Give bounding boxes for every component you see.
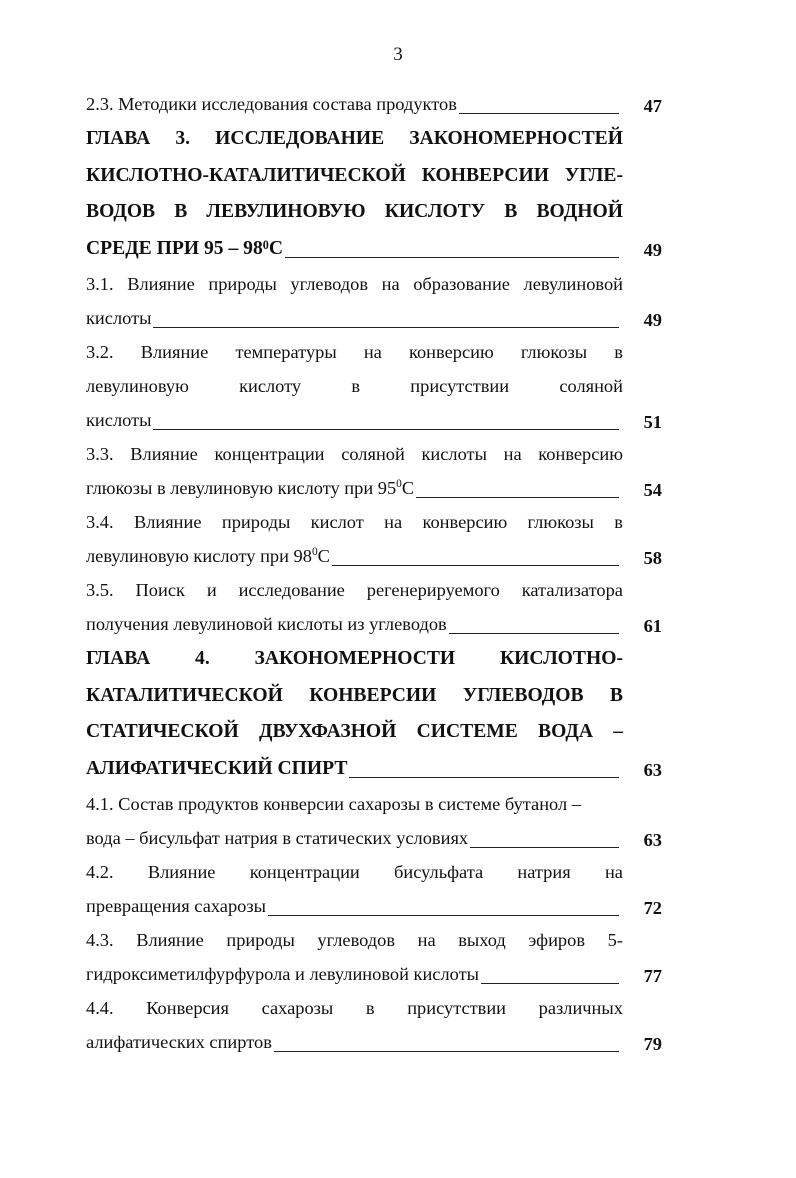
toc-text: Влияние bbox=[140, 341, 209, 362]
toc-text: гидроксиметилфурфурола и левулиновой кислоты bbox=[86, 963, 479, 984]
toc-page-number: 77 bbox=[643, 966, 662, 986]
toc-line bbox=[86, 1025, 623, 1059]
toc-text: температуры bbox=[235, 341, 337, 362]
toc-text: кислоту bbox=[239, 375, 302, 396]
toc-text: КОНВЕРСИИ bbox=[421, 164, 549, 186]
toc-line bbox=[86, 369, 623, 403]
toc-line bbox=[86, 991, 623, 1025]
toc-text: исследование bbox=[238, 579, 345, 600]
toc-text: С bbox=[401, 477, 415, 498]
toc-page-number: 51 bbox=[643, 412, 662, 432]
toc-text: соляной bbox=[341, 443, 405, 464]
toc-text: концентрации bbox=[249, 861, 360, 882]
leader-line bbox=[285, 257, 619, 258]
leader-line bbox=[274, 1051, 619, 1052]
toc-text: СТАТИЧЕСКОЙ bbox=[86, 721, 239, 743]
toc-section-entry bbox=[86, 923, 662, 991]
toc-text: УГЛЕВОДОВ bbox=[462, 684, 584, 706]
leader-line bbox=[449, 633, 619, 634]
toc-text: СИСТЕМЕ bbox=[416, 721, 518, 743]
toc-section-entry bbox=[86, 87, 662, 121]
toc-text: ДВУХФАЗНОЙ bbox=[258, 721, 397, 743]
toc-line bbox=[86, 573, 623, 607]
toc-line bbox=[86, 678, 623, 715]
toc-text: углеводов bbox=[317, 929, 396, 950]
toc-page-number: 47 bbox=[643, 96, 662, 116]
toc-text: 4. bbox=[195, 648, 210, 670]
toc-text: природы bbox=[221, 511, 291, 532]
toc-text: кислоты bbox=[86, 409, 152, 430]
toc-text: регенерируемого bbox=[366, 579, 500, 600]
toc-chapter-entry bbox=[86, 641, 662, 787]
toc-text: эфиров bbox=[528, 929, 586, 950]
toc-text: бисульфата bbox=[394, 861, 484, 882]
toc-page-number: 61 bbox=[643, 616, 662, 636]
toc-text: различных bbox=[538, 997, 623, 1018]
toc-text: присутствии bbox=[407, 997, 507, 1018]
toc-text: на bbox=[503, 443, 522, 464]
toc-text: вода – бисульфат натрия в статических условиях bbox=[86, 827, 469, 848]
toc-line bbox=[86, 714, 623, 751]
leader-line bbox=[459, 113, 619, 114]
toc-text: ЗАКОНОМЕРНОСТЕЙ bbox=[409, 128, 623, 150]
toc-text: кислот bbox=[310, 511, 364, 532]
leader-line bbox=[349, 777, 619, 778]
toc-text: левулиновой bbox=[523, 273, 623, 294]
toc-line bbox=[86, 889, 623, 923]
toc-line bbox=[86, 855, 623, 889]
toc-line bbox=[86, 923, 623, 957]
leader-line bbox=[416, 497, 619, 498]
toc-text: Влияние bbox=[133, 511, 202, 532]
toc-text: 3.1. bbox=[86, 273, 114, 294]
toc-text: Влияние bbox=[130, 443, 198, 464]
toc-text: в bbox=[614, 341, 623, 362]
toc-text: Конверсия bbox=[146, 997, 229, 1018]
toc-text: 3.4. bbox=[86, 511, 114, 532]
toc-page-number: 49 bbox=[643, 310, 662, 330]
toc-section-entry bbox=[86, 855, 662, 923]
toc-page-number: 72 bbox=[643, 898, 662, 918]
toc-text: катализатора bbox=[521, 579, 623, 600]
toc-text: Влияние bbox=[136, 929, 204, 950]
toc-text: КИСЛОТУ bbox=[384, 201, 486, 223]
toc-text: УГЛЕ- bbox=[564, 164, 623, 186]
toc-text: С bbox=[317, 545, 330, 566]
toc-text: 4.1. Состав продуктов конверсии сахарозы в системе бутанол – bbox=[86, 793, 581, 814]
toc-page-number: 63 bbox=[643, 760, 662, 780]
toc-text: в bbox=[365, 997, 375, 1018]
leader-line bbox=[153, 429, 619, 430]
toc-text: и bbox=[206, 579, 217, 600]
toc-text: 5- bbox=[607, 929, 623, 950]
toc-line: СРЕДЕ ПРИ 95 – 98 $^0$ С bbox=[86, 231, 623, 268]
toc-text: В bbox=[504, 201, 518, 223]
toc-line bbox=[86, 87, 623, 121]
leader-line bbox=[470, 847, 619, 848]
toc-text: СРЕДЕ ПРИ 95 – 98 bbox=[86, 237, 263, 259]
toc-text: Влияние bbox=[127, 273, 195, 294]
toc-text: ЗАКОНОМЕРНОСТИ bbox=[254, 648, 456, 670]
toc-text: КАТАЛИТИЧЕСКОЙ bbox=[86, 684, 283, 706]
leader-line bbox=[332, 565, 619, 566]
toc-text: ВОДОВ bbox=[86, 201, 156, 223]
toc-text: – bbox=[613, 721, 623, 743]
toc-page-number: 79 bbox=[643, 1034, 662, 1054]
toc-text: 4.3. bbox=[86, 929, 114, 950]
toc-section-entry bbox=[86, 505, 662, 573]
toc-line bbox=[86, 751, 623, 788]
toc-text: выход bbox=[458, 929, 506, 950]
toc-line: глюкозы в левулиновую кислоту при 95 $^0$ С bbox=[86, 471, 623, 505]
toc-text: на bbox=[363, 341, 382, 362]
page-number: 3 bbox=[393, 44, 403, 65]
toc-text: АЛИФАТИЧЕСКИЙ СПИРТ bbox=[86, 757, 348, 779]
toc-text: глюкозы bbox=[520, 341, 588, 362]
toc-text: углеводов bbox=[290, 273, 369, 294]
toc-line bbox=[86, 194, 623, 231]
toc-text: 3. bbox=[175, 128, 191, 150]
toc-text: конверсию bbox=[422, 511, 508, 532]
toc-line bbox=[86, 957, 623, 991]
toc-text: природы bbox=[208, 273, 277, 294]
toc-text: натрия bbox=[517, 861, 571, 882]
toc-text: 4.2. bbox=[86, 861, 114, 882]
toc-text: ВОДНОЙ bbox=[536, 201, 623, 223]
toc-text: ГЛАВА bbox=[86, 128, 151, 150]
toc-line bbox=[86, 641, 623, 678]
toc-section-entry bbox=[86, 437, 662, 505]
toc-section-entry bbox=[86, 267, 662, 335]
toc-text: конверсию bbox=[408, 341, 494, 362]
toc-section-entry bbox=[86, 335, 662, 437]
toc-section-entry bbox=[86, 573, 662, 641]
toc-line bbox=[86, 158, 623, 195]
toc-line bbox=[86, 821, 623, 855]
toc-text: присутствии bbox=[410, 375, 510, 396]
toc-text: В bbox=[174, 201, 188, 223]
table-of-contents bbox=[86, 87, 662, 1059]
toc-text: глюкозы в левулиновую кислоту при 95 bbox=[86, 477, 397, 498]
toc-text: природы bbox=[226, 929, 295, 950]
toc-line: левулиновую кислоту при 98 $^0$ С bbox=[86, 539, 623, 573]
toc-text: левулиновую bbox=[86, 375, 189, 396]
toc-text: концентрации bbox=[214, 443, 325, 464]
toc-text: на bbox=[604, 861, 623, 882]
toc-text: ЛЕВУЛИНОВУЮ bbox=[206, 201, 366, 223]
toc-line bbox=[86, 607, 623, 641]
toc-text: на bbox=[417, 929, 436, 950]
toc-text: В bbox=[609, 684, 623, 706]
toc-text: 4.4. bbox=[86, 997, 114, 1018]
toc-line bbox=[86, 335, 623, 369]
toc-text: превращения сахарозы bbox=[86, 895, 266, 916]
leader-line bbox=[268, 915, 619, 916]
leader-line bbox=[481, 983, 619, 984]
toc-line bbox=[86, 301, 623, 335]
toc-text: Поиск bbox=[135, 579, 185, 600]
toc-section-entry bbox=[86, 991, 662, 1059]
toc-text: в bbox=[614, 511, 623, 532]
toc-text: 2.3. Методики исследования состава продуктов bbox=[86, 93, 457, 114]
toc-text: глюкозы bbox=[527, 511, 594, 532]
toc-text: получения левулиновой кислоты из углеводов bbox=[86, 613, 447, 634]
toc-page-number: 58 bbox=[643, 548, 662, 568]
toc-text: левулиновую кислоту при 98 bbox=[86, 545, 312, 566]
toc-line bbox=[86, 437, 623, 471]
toc-text: 3.5. bbox=[86, 579, 114, 600]
toc-section-entry bbox=[86, 787, 662, 855]
toc-text: 3.3. bbox=[86, 443, 114, 464]
toc-text: кислоты bbox=[421, 443, 487, 464]
toc-line bbox=[86, 267, 623, 301]
toc-text: на bbox=[384, 511, 403, 532]
toc-line bbox=[86, 121, 623, 158]
toc-line bbox=[86, 505, 623, 539]
toc-text: конверсию bbox=[538, 443, 623, 464]
toc-page-number: 63 bbox=[643, 830, 662, 850]
toc-page-number: 54 bbox=[643, 480, 662, 500]
toc-text: соляной bbox=[559, 375, 623, 396]
leader-line bbox=[153, 327, 619, 328]
toc-text: сахарозы bbox=[261, 997, 334, 1018]
toc-text: алифатических спиртов bbox=[86, 1031, 272, 1052]
toc-text: КИСЛОТНО-КАТАЛИТИЧЕСКОЙ bbox=[86, 164, 406, 186]
toc-text: КОНВЕРСИИ bbox=[309, 684, 437, 706]
toc-text: образование bbox=[413, 273, 510, 294]
toc-chapter-entry bbox=[86, 121, 662, 267]
toc-text: С bbox=[268, 237, 283, 259]
toc-text: КИСЛОТНО- bbox=[499, 648, 623, 670]
toc-line bbox=[86, 403, 623, 437]
toc-text: кислоты bbox=[86, 307, 152, 328]
toc-text: ВОДА bbox=[538, 721, 594, 743]
toc-text: на bbox=[381, 273, 400, 294]
toc-text: ГЛАВА bbox=[86, 648, 151, 670]
toc-line bbox=[86, 787, 623, 821]
toc-text: 3.2. bbox=[86, 341, 114, 362]
toc-text: ИССЛЕДОВАНИЕ bbox=[215, 128, 385, 150]
toc-page-number: 49 bbox=[643, 240, 662, 260]
toc-text: Влияние bbox=[147, 861, 216, 882]
toc-text: в bbox=[351, 375, 361, 396]
